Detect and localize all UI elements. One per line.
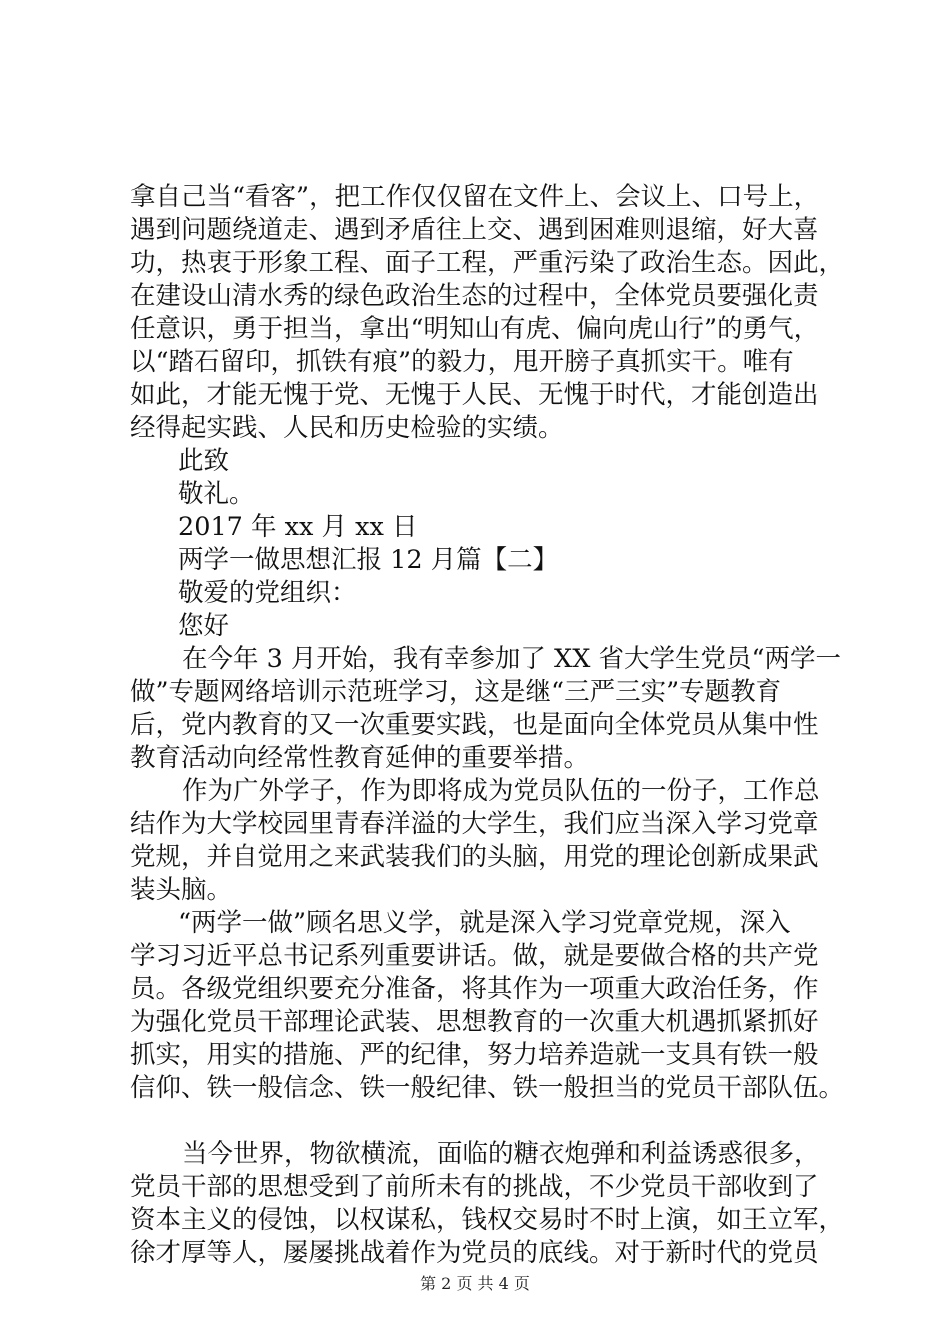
- body-line: 任意识，勇于担当，拿出“明知山有虎、偏向虎山行”的勇气，: [130, 314, 820, 344]
- body-line: 在建设山清水秀的绿色政治生态的过程中，全体党员要强化责: [130, 281, 819, 311]
- salutation-line: 敬礼。: [178, 479, 255, 509]
- body-line: 抓实，用实的措施、严的纪律，努力培养造就一支具有铁一般: [130, 1040, 819, 1070]
- body-line: 以“踏石留印，抓铁有痕”的毅力，甩开膀子真抓实干。唯有: [130, 347, 794, 377]
- body-line: 装头脑。: [130, 875, 233, 905]
- body-line: 资本主义的侵蚀，以权谋私，钱权交易时不时上演，如王立军，: [130, 1205, 845, 1235]
- body-line: 党员干部的思想受到了前所未有的挑战，不少党员干部收到了: [130, 1172, 819, 1202]
- body-line: 徐才厚等人，屡屡挑战着作为党员的底线。对于新时代的党员: [130, 1238, 819, 1268]
- body-line: 党规，并自觉用之来武装我们的头脑，用党的理论创新成果武: [130, 842, 819, 872]
- body-line: 功，热衷于形象工程、面子工程，严重污染了政治生态。因此，: [130, 248, 845, 278]
- paragraph-first-line: “两学一做”顾名思义学，就是深入学习党章党规，深入: [178, 908, 791, 938]
- body-line: 经得起实践、人民和历史检验的实绩。: [130, 413, 564, 443]
- section-heading: 两学一做思想汇报 12 月篇【二】: [178, 545, 559, 575]
- body-line: 教育活动向经常性教育延伸的重要举措。: [130, 743, 590, 773]
- closing-line: 此致: [178, 446, 230, 476]
- body-line: 遇到问题绕道走、遇到矛盾往上交、遇到困难则退缩，好大喜: [130, 215, 819, 245]
- body-line: 员。各级党组织要充分准备，将其作为一项重大政治任务，作: [130, 974, 819, 1004]
- greeting-line: 您好: [178, 611, 230, 641]
- page-number-footer: 第 2 页 共 4 页: [420, 1274, 530, 1293]
- body-line: 后，党内教育的又一次重要实践，也是面向全体党员从集中性: [130, 710, 819, 740]
- body-line: 如此，才能无愧于党、无愧于人民、无愧于时代，才能创造出: [130, 380, 819, 410]
- body-line: 做”专题网络培训示范班学习，这是继“三严三实”专题教育: [130, 677, 782, 707]
- paragraph-first-line: 在今年 3 月开始，我有幸参加了 XX 省大学生党员“两学一: [182, 644, 841, 674]
- paragraph-first-line: 当今世界，物欲横流，面临的糖衣炮弹和利益诱惑很多，: [182, 1139, 820, 1169]
- paragraph-first-line: 作为广外学子，作为即将成为党员队伍的一份子，工作总: [182, 776, 820, 806]
- greeting-line: 敬爱的党组织：: [178, 578, 357, 608]
- date-line: 2017 年 xx 月 xx 日: [178, 512, 418, 542]
- body-line: 结作为大学校园里青春洋溢的大学生，我们应当深入学习党章: [130, 809, 819, 839]
- body-line: 为强化党员干部理论武装、思想教育的一次重大机遇抓紧抓好: [130, 1007, 819, 1037]
- body-line: 学习习近平总书记系列重要讲话。做，就是要做合格的共产党: [130, 941, 819, 971]
- body-line: 信仰、铁一般信念、铁一般纪律、铁一般担当的党员干部队伍。: [130, 1073, 845, 1103]
- body-line: 拿自己当“看客”，把工作仅仅留在文件上、会议上、口号上，: [130, 182, 820, 212]
